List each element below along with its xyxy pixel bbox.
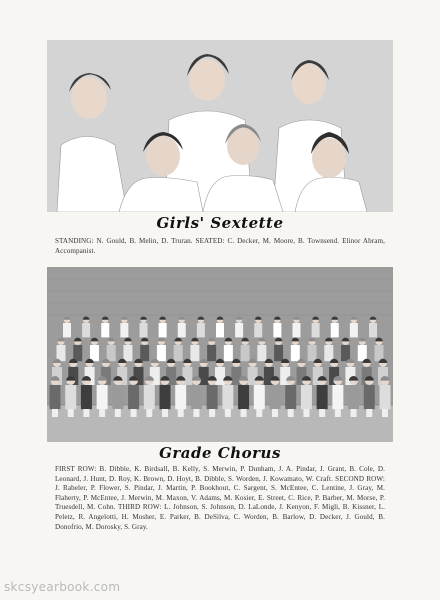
sextette-caption: STANDING: N. Gould, B. Melin, D. Truran. SEATED: C. Decker, M. Moore, B. Townsend. Elinor Abram, Accompanist. — [55, 237, 385, 255]
chorus-caption: FIRST ROW: B. Dibble, K. Birdsall, B. Kelly, S. Merwin, P. Dunham, J. A. Pindar, J. Grant, B. Cole, D. Leonard, J. Hunt, D. Roy, K. Brown, D. Hoyt, B. Dibble, S. Worden, J. Kowamato, W. Craft. SECOND ROW: J. Rabeler, P. Flower, S. Pindar, J. Martin, P. Bookhout, C. Sargent, S. McEntee, C. Lentine, J. Gray, M. Flaherty, P. McEntee, J. Merwin, M. Maxon, V. Adams, M. Kosier, E. Street, C. Rice, P. Barber, M. Morse, P. Truesdell, M. Cohn. THIRD ROW: L. Johnson, S. Johnson, D. LaLonde, J. Kenyon, F. Migli, B. Kissner, L. Peletz, R. Angelotti, H. Mosher, E. Parker, B. DeSilva, C. Worden, B. Barlow, D. Decker, J. Gould, B. Donofrio, M. Dorosky, S. Gray. — [55, 465, 385, 531]
sextette-photo — [47, 40, 393, 212]
chorus-photo — [47, 267, 393, 442]
watermark: skcsyearbook.com — [4, 580, 121, 594]
sextette-title: Girls' Sextette — [156, 214, 284, 232]
chorus-title: Grade Chorus — [159, 444, 281, 462]
